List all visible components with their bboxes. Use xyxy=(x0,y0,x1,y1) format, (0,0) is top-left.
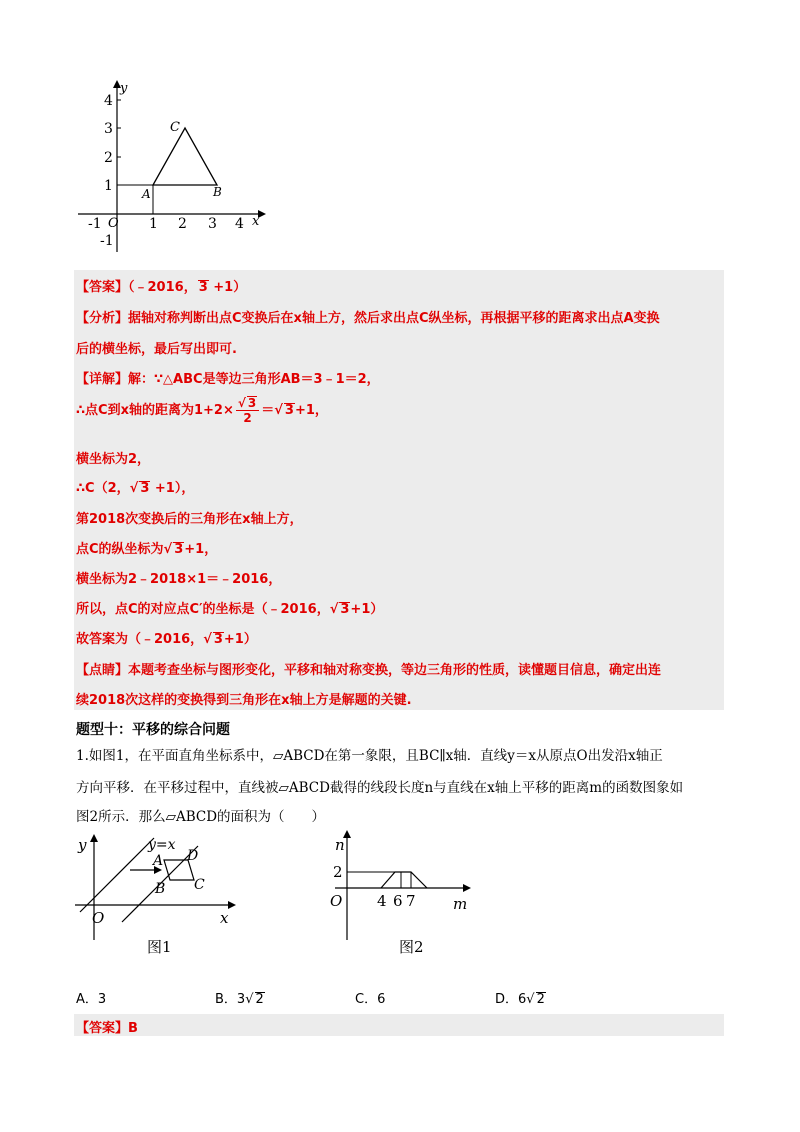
answer-2-line xyxy=(76,1017,138,1036)
graph1-point-B: B xyxy=(213,185,222,199)
detail-tag: 【详解】 xyxy=(76,372,129,387)
fig2-ytick: 2 xyxy=(333,863,343,881)
fig1-point-C: C xyxy=(194,877,205,893)
graph1-xtick: -1 xyxy=(88,216,102,232)
fig1-x-label: x xyxy=(220,909,229,927)
graph1-xtick: 2 xyxy=(178,216,187,232)
graph1-point-C: C xyxy=(170,120,180,135)
triangle-coordinate-graph xyxy=(70,80,270,260)
comment-tag: 【点睛】 xyxy=(76,663,129,678)
figure-1-parallelogram xyxy=(70,830,240,960)
detail-line-6: 点C的纵坐标为√ 3+1， xyxy=(76,542,218,557)
fig1-y-label: y xyxy=(78,836,87,854)
question-line-2: 方向平移．在平移过程中，直线被▱ABCD截得的线段长度n与直线在x轴上平移的距离m的函数图象如 xyxy=(76,780,684,796)
graph1-xtick: 4 xyxy=(235,216,244,232)
figure-2-function-graph xyxy=(325,830,475,960)
detail-line-8: 所以，点C的对应点C′的坐标是（﹣2016，√ 3+1） xyxy=(76,602,384,617)
analysis-tag: 【分析】 xyxy=(76,311,129,326)
fig2-xtick: 4 xyxy=(377,892,387,910)
sqrt-3: 3 xyxy=(198,280,208,295)
answer-2-block xyxy=(74,1014,724,1036)
fig2-origin: O xyxy=(330,892,343,910)
graph1-ytick: 2 xyxy=(104,150,113,166)
answer-tag: 【答案】 xyxy=(76,280,129,295)
analysis-line-1: 【分析】据轴对称判断出点C变换后在x轴上方，然后求出点C纵坐标，再根据平移的距离求出点A变换 xyxy=(76,311,660,326)
graph1-point-A: A xyxy=(142,187,151,201)
section-title: 题型十：平移的综合问题 xyxy=(76,722,230,738)
option-a[interactable]: A．3 xyxy=(76,992,107,1007)
detail-line-2: ∴点C到x轴的距离为1+2× $\frac{√ 3}{2}$ ＝√ 3+1， xyxy=(76,396,328,425)
graph1-origin: O xyxy=(108,216,119,231)
detail-line-7: 横坐标为2﹣2018×1＝﹣2016， xyxy=(76,572,282,587)
option-c[interactable]: C．6 xyxy=(355,992,386,1007)
detail-line-9: 故答案为（﹣2016，√ 3+1） xyxy=(76,632,257,647)
answer-line: 【答案】（﹣2016， 3 +1） xyxy=(76,280,247,295)
fig2-xtick: 6 xyxy=(393,892,403,910)
question-line-1: 1.如图1，在平面直角坐标系中，▱ABCD在第一象限，且BC∥x轴．直线y＝x从原点O出发沿x轴正 xyxy=(76,748,663,764)
detail-line-3: 横坐标为2， xyxy=(76,452,151,467)
comment-line-1: 【点睛】本题考查坐标与图形变化，平移和轴对称变换，等边三角形的性质，读懂题目信息，确定出连 xyxy=(76,663,662,678)
fig1-origin: O xyxy=(92,909,105,927)
fig1-caption: 图1 xyxy=(147,938,172,956)
graph1-y-label: y xyxy=(120,81,128,96)
fig2-x-label: m xyxy=(453,895,468,913)
graph1-ytick: 1 xyxy=(104,178,113,194)
fig1-line-label: y=x xyxy=(148,837,176,853)
fig2-caption: 图2 xyxy=(399,938,424,956)
graph1-xtick: 1 xyxy=(149,216,158,232)
option-b[interactable]: B．3√ 2 xyxy=(215,992,264,1007)
graph1-ytick: -1 xyxy=(100,233,114,249)
option-d[interactable]: D．6√ 2 xyxy=(495,992,545,1007)
answer-2-tag: 【答案】 xyxy=(76,1021,129,1036)
fig2-xtick: 7 xyxy=(406,892,416,910)
fig2-y-label: n xyxy=(335,836,345,854)
fig1-point-A: A xyxy=(153,853,164,869)
graph1-x-label: x xyxy=(252,214,260,229)
graph1-ytick: 3 xyxy=(104,121,113,137)
question-line-3: 图2所示．那么▱ABCD的面积为（ ） xyxy=(76,809,326,825)
answer-2-value: B xyxy=(128,1021,138,1036)
fraction: $\frac{√ 3}{2}$ xyxy=(236,396,259,425)
fig1-point-B: B xyxy=(155,881,166,897)
detail-line-5: 第2018次变换后的三角形在x轴上方， xyxy=(76,512,303,527)
detail-line-1: 【详解】解：∵△ABC是等边三角形AB＝3﹣1＝2， xyxy=(76,372,380,387)
graph1-ytick: 4 xyxy=(104,93,113,109)
analysis-line-2: 后的横坐标，最后写出即可. xyxy=(76,342,237,357)
fig1-point-D: D xyxy=(187,848,199,864)
comment-line-2: 续2018次这样的变换得到三角形在x轴上方是解题的关键. xyxy=(76,693,412,708)
detail-line-4: ∴C（2，√ 3 +1）， xyxy=(76,481,195,496)
graph1-xtick: 3 xyxy=(208,216,217,232)
